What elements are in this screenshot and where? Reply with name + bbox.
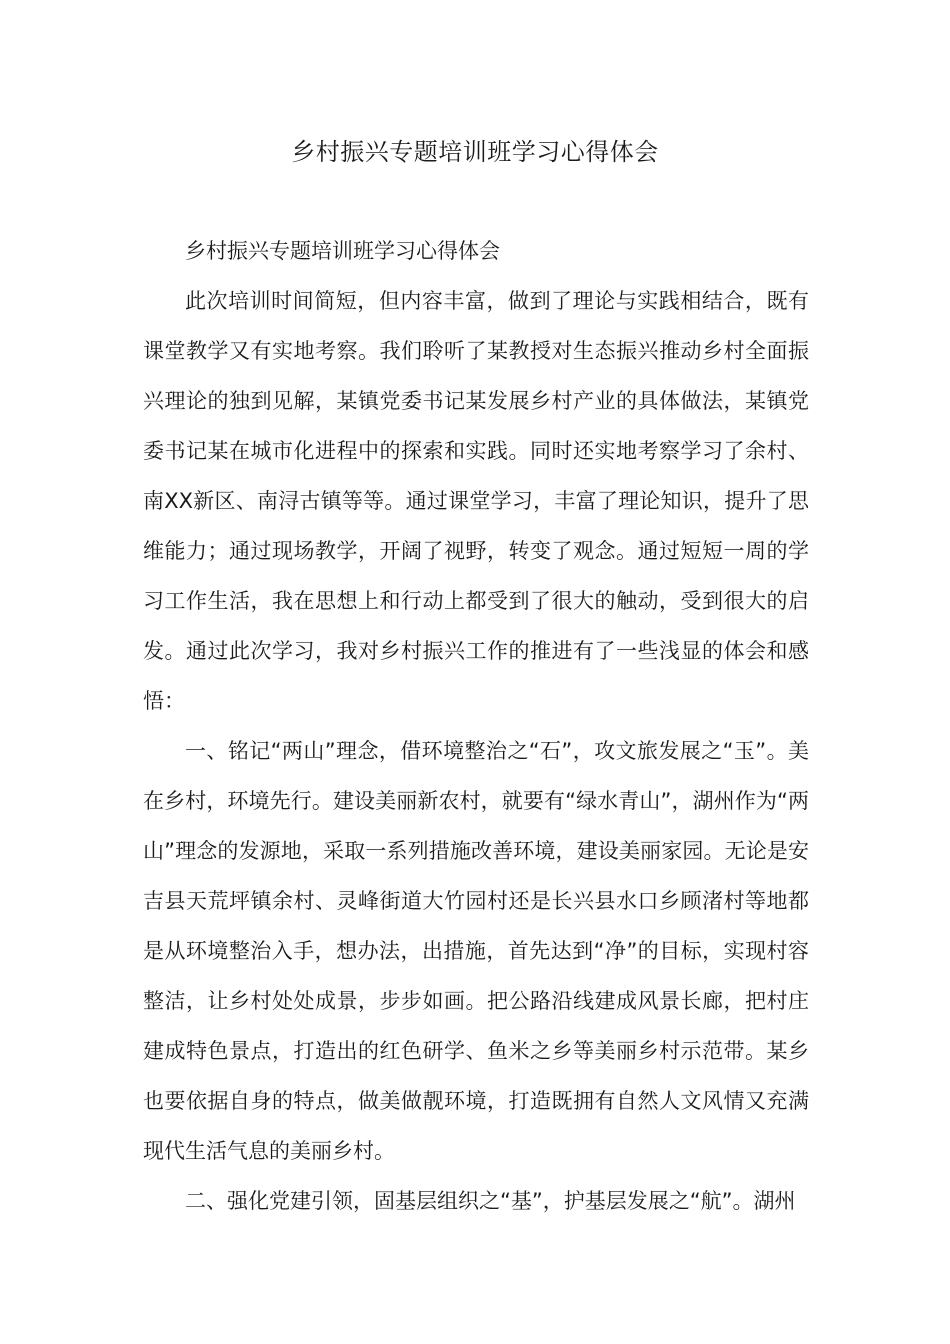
document-title: 乡村振兴专题培训班学习心得体会 (291, 138, 659, 166)
body-paragraph-section-one: 一、铭记“两山”理念，借环境整治之“石”，攻文旅发展之“玉”。美在乡村，环境先行。建设美丽新农村，就要有“绿水青山”，湖州作为“两山”理念的发源地，采取一系列措施改善环境，建设美丽家园。无论是安吉县天荒坪镇余村、灵峰街道大竹园村还是长兴县水口乡顾渚村等地都是从环境整治入手，想办法，出措施，首先达到“净”的目标，实现村容整洁，让乡村处处成景，步步如画。把公路沿线建成风景长廊，把村庄建成特色景点，打造出的红色研学、鱼米之乡等美丽乡村示范带。某乡也要依据自身的特点，做美做靓环境，打造既拥有自然人文风情又充满现代生活气息的美丽乡村。 (143, 739, 809, 1163)
body-paragraph-section-two: 二、强化党建引领，固基层组织之“基”，护基层发展之“航”。湖州 (185, 1189, 796, 1213)
document-body (143, 226, 809, 1226)
body-subtitle-paragraph: 乡村振兴专题培训班学习心得体会 (185, 239, 500, 263)
body-paragraph-intro: 此次培训时间简短，但内容丰富，做到了理论与实践相结合，既有课堂教学又有实地考察。我们聆听了某教授对生态振兴推动乡村全面振兴理论的独到见解，某镇党委书记某发展乡村产业的具体做法，某镇党委书记某在城市化进程中的探索和实践。同时还实地考察学习了余村、南XX新区、南浔古镇等等。通过课堂学习，丰富了理论知识，提升了思维能力；通过现场教学，开阔了视野，转变了观念。通过短短一周的学习工作生活，我在思想上和行动上都受到了很大的触动，受到很大的启发。通过此次学习，我对乡村振兴工作的推进有了一些浅显的体会和感悟： (143, 289, 809, 713)
